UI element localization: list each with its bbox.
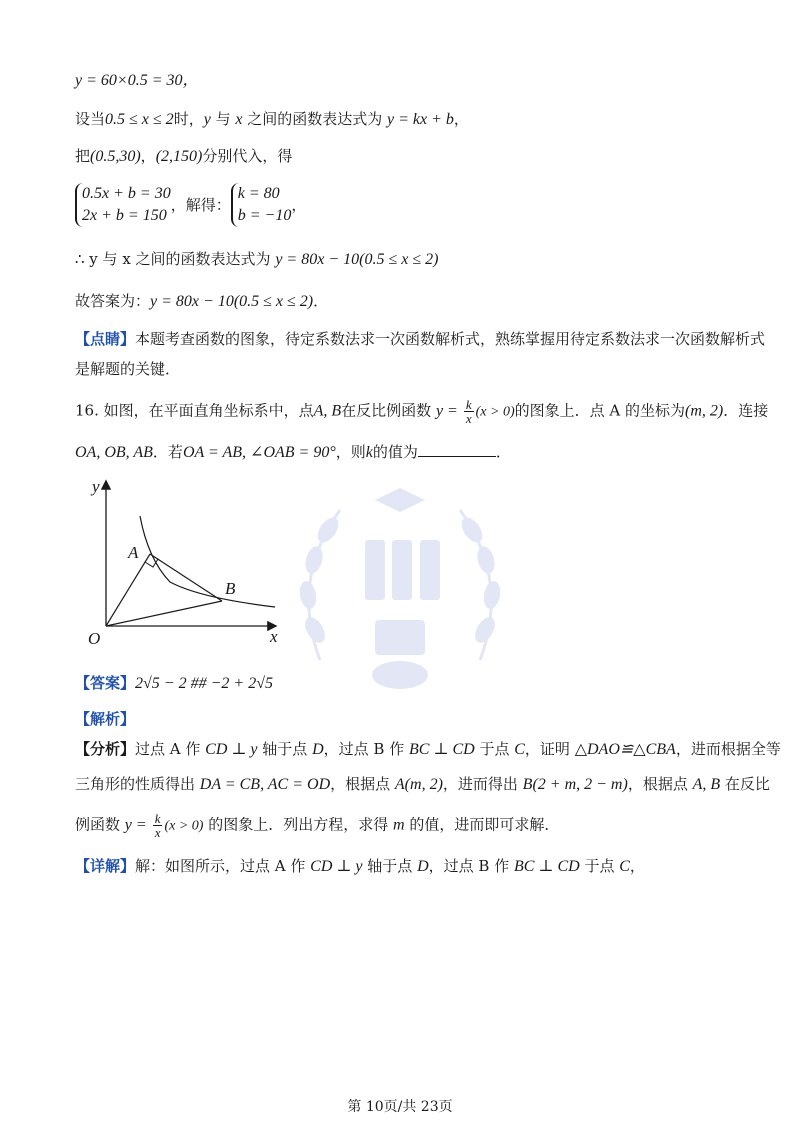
math-var-m: m bbox=[393, 816, 405, 834]
answer-blank bbox=[418, 440, 496, 457]
text-fragment: 轴于点 bbox=[362, 857, 418, 875]
y-axis-label: y bbox=[92, 477, 100, 496]
fraction-numerator: k bbox=[465, 397, 472, 412]
math-point-2: (2,150) bbox=[155, 148, 203, 165]
math-expression: y = 80x − 10(0.5 ≤ x ≤ 2) bbox=[275, 251, 439, 268]
math-var: C bbox=[619, 858, 630, 875]
text-fragment: ，根据点 bbox=[627, 775, 693, 793]
text-fragment: ，解得： bbox=[170, 196, 231, 214]
text-fragment: ， bbox=[629, 857, 645, 875]
point-a-label: A bbox=[128, 543, 139, 562]
fenxi-line-2 bbox=[75, 773, 770, 796]
text-fragment: 轴于点 bbox=[257, 740, 313, 758]
math-point-1: (0.5,30) bbox=[90, 148, 141, 165]
segment-oa bbox=[106, 554, 150, 626]
point-b-label: B bbox=[225, 579, 236, 598]
math-congruence: △DAO≌△CBA bbox=[574, 741, 676, 758]
math-expression: y = 80x − 10(0.5 ≤ x ≤ 2) bbox=[150, 293, 314, 310]
text-fragment: ．若 bbox=[152, 443, 183, 461]
text-fragment: 的值为 bbox=[372, 443, 418, 461]
right-angle-mark bbox=[145, 559, 158, 567]
fraction-denominator: x bbox=[154, 825, 161, 840]
text-fragment: ， bbox=[291, 196, 307, 214]
math-var-x: x bbox=[235, 111, 243, 128]
text-fragment: 解：如图所示，过点 A 作 bbox=[135, 857, 311, 875]
text-fragment: 设当 bbox=[75, 110, 106, 128]
answer-line bbox=[75, 672, 273, 695]
text-fragment: ， bbox=[140, 147, 156, 165]
dianjing-line-1 bbox=[75, 328, 765, 350]
text-fragment: ，则 bbox=[335, 443, 366, 461]
text-fragment: 于点 bbox=[579, 857, 620, 875]
text-fragment: ．连接 bbox=[723, 401, 769, 420]
origin-label: O bbox=[88, 629, 101, 648]
math-var: C bbox=[514, 741, 525, 758]
text-fragment: ，过点 B 作 bbox=[428, 857, 514, 875]
text-fragment: 的图象上．点 A 的坐标为 bbox=[514, 401, 686, 420]
text-fragment: ，证明 bbox=[524, 740, 575, 758]
text-fragment: 时， bbox=[173, 110, 204, 128]
text-fragment: 把 bbox=[75, 147, 91, 165]
math-var: D bbox=[312, 741, 324, 758]
text-fragment: ，根据点 bbox=[330, 775, 395, 793]
text-fragment: ， bbox=[453, 110, 469, 128]
fraction-k-over-x bbox=[464, 398, 474, 425]
question-16-line-2 bbox=[75, 440, 511, 464]
dianjing-text: 本题考查函数的图象，待定系数法求一次函数解析式，熟练掌握用待定系数法求一次函数解析式 bbox=[135, 330, 766, 348]
answer-tag: 【答案】 bbox=[75, 674, 136, 692]
jiexi-line bbox=[75, 708, 135, 730]
math-var-y: y bbox=[203, 111, 211, 128]
x-axis-label: x bbox=[270, 627, 278, 646]
fenxi-tag: 【分析】 bbox=[75, 740, 136, 758]
system-row: 0.5x + b = 30 bbox=[82, 185, 171, 202]
text-line-3 bbox=[75, 145, 292, 168]
system-row: 2x + b = 150 bbox=[82, 207, 167, 224]
text-fragment: ，进而得出 bbox=[442, 775, 523, 793]
system-row: k = 80 bbox=[237, 185, 280, 202]
text-fragment: 的图象上．列出方程，求得 bbox=[203, 815, 394, 834]
text-fragment: ，过点 B 作 bbox=[323, 740, 409, 758]
fraction-denominator: x bbox=[465, 411, 472, 426]
fraction-numerator: k bbox=[154, 811, 161, 826]
text-fragment: 于点 bbox=[474, 740, 515, 758]
segment-ob bbox=[106, 601, 222, 626]
equation-system-2 bbox=[231, 183, 292, 227]
text-fragment: 三角形的性质得出 bbox=[75, 775, 200, 793]
math-inequality: 0.5 ≤ x ≤ 2 bbox=[105, 111, 174, 128]
math-expression: CD ⊥ y bbox=[310, 858, 363, 875]
math-point-a: (m, 2) bbox=[685, 402, 724, 420]
text-fragment: 在反比 bbox=[720, 775, 770, 793]
text-fragment: 分别代入，得 bbox=[202, 147, 293, 165]
watermark-logo bbox=[280, 460, 520, 710]
math-points: A, B bbox=[692, 776, 721, 793]
text-fragment: 之间的函数表达式为 bbox=[242, 110, 388, 128]
coordinate-figure bbox=[70, 474, 290, 649]
text-fragment: ，进而根据全等 bbox=[675, 740, 781, 758]
text-fragment: ． bbox=[313, 292, 329, 310]
text-fragment: ． bbox=[495, 443, 511, 461]
hyperbola-curve bbox=[140, 516, 275, 607]
math-var-k: k bbox=[365, 444, 373, 461]
segment-ab bbox=[150, 554, 222, 601]
math-expression: CD ⊥ y bbox=[205, 741, 258, 758]
fenxi-line-3 bbox=[75, 812, 559, 839]
question-16-line-1 bbox=[75, 398, 768, 425]
text-fragment: 过点 A 作 bbox=[135, 740, 206, 758]
equation-system-line bbox=[75, 183, 306, 227]
xiangjie-line bbox=[75, 855, 645, 878]
math-var: D bbox=[417, 858, 429, 875]
math-points: A, B bbox=[313, 402, 342, 420]
xiangjie-tag: 【详解】 bbox=[75, 857, 136, 875]
math-expression: BC ⊥ CD bbox=[408, 741, 475, 758]
answer-summary-line bbox=[75, 290, 328, 313]
dianjing-line-2: 是解题的关键． bbox=[75, 360, 181, 378]
text-fragment: 故答案为： bbox=[75, 292, 151, 310]
dianjing-tag: 【点睛】 bbox=[75, 330, 136, 348]
math-segments: OA, OB, AB bbox=[75, 444, 153, 461]
math-y-equals: y = bbox=[435, 402, 462, 420]
text-fragment: 16. 如图，在平面直角坐标系中，点 bbox=[75, 401, 314, 420]
math-domain: (x > 0) bbox=[475, 404, 515, 420]
math-point: A(m, 2) bbox=[394, 776, 443, 793]
text-fragment: 在反比例函数 bbox=[341, 401, 436, 420]
fenxi-line-1 bbox=[75, 738, 781, 761]
text-fragment: ∴ y 与 x 之间的函数表达式为 bbox=[75, 250, 276, 268]
equation-line-1: y = 60×0.5 = 30， bbox=[75, 72, 199, 89]
conclusion-line bbox=[75, 248, 438, 271]
system-row: b = −10 bbox=[237, 207, 292, 224]
answer-value: 2√5 − 2 ## −2 + 2√5 bbox=[135, 675, 273, 692]
text-fragment: 与 bbox=[210, 110, 236, 128]
math-point: B(2 + m, 2 − m) bbox=[522, 776, 628, 793]
text-fragment: 的值，进而即可求解． bbox=[404, 815, 560, 834]
math-condition: OA = AB, ∠OAB = 90° bbox=[182, 444, 336, 461]
math-expression: y = kx + b bbox=[387, 111, 454, 128]
page-footer: 第 10页/共 23页 bbox=[347, 1099, 453, 1115]
math-domain: (x > 0) bbox=[164, 818, 204, 834]
text-fragment: 例函数 bbox=[75, 815, 125, 834]
math-expression: DA = CB, AC = OD bbox=[199, 776, 331, 793]
math-expression: BC ⊥ CD bbox=[513, 858, 580, 875]
math-y-equals: y = bbox=[124, 816, 151, 834]
text-line-2 bbox=[75, 108, 469, 131]
fraction-k-over-x bbox=[153, 812, 163, 839]
jiexi-tag: 【解析】 bbox=[75, 710, 136, 728]
equation-system-1 bbox=[75, 183, 171, 227]
